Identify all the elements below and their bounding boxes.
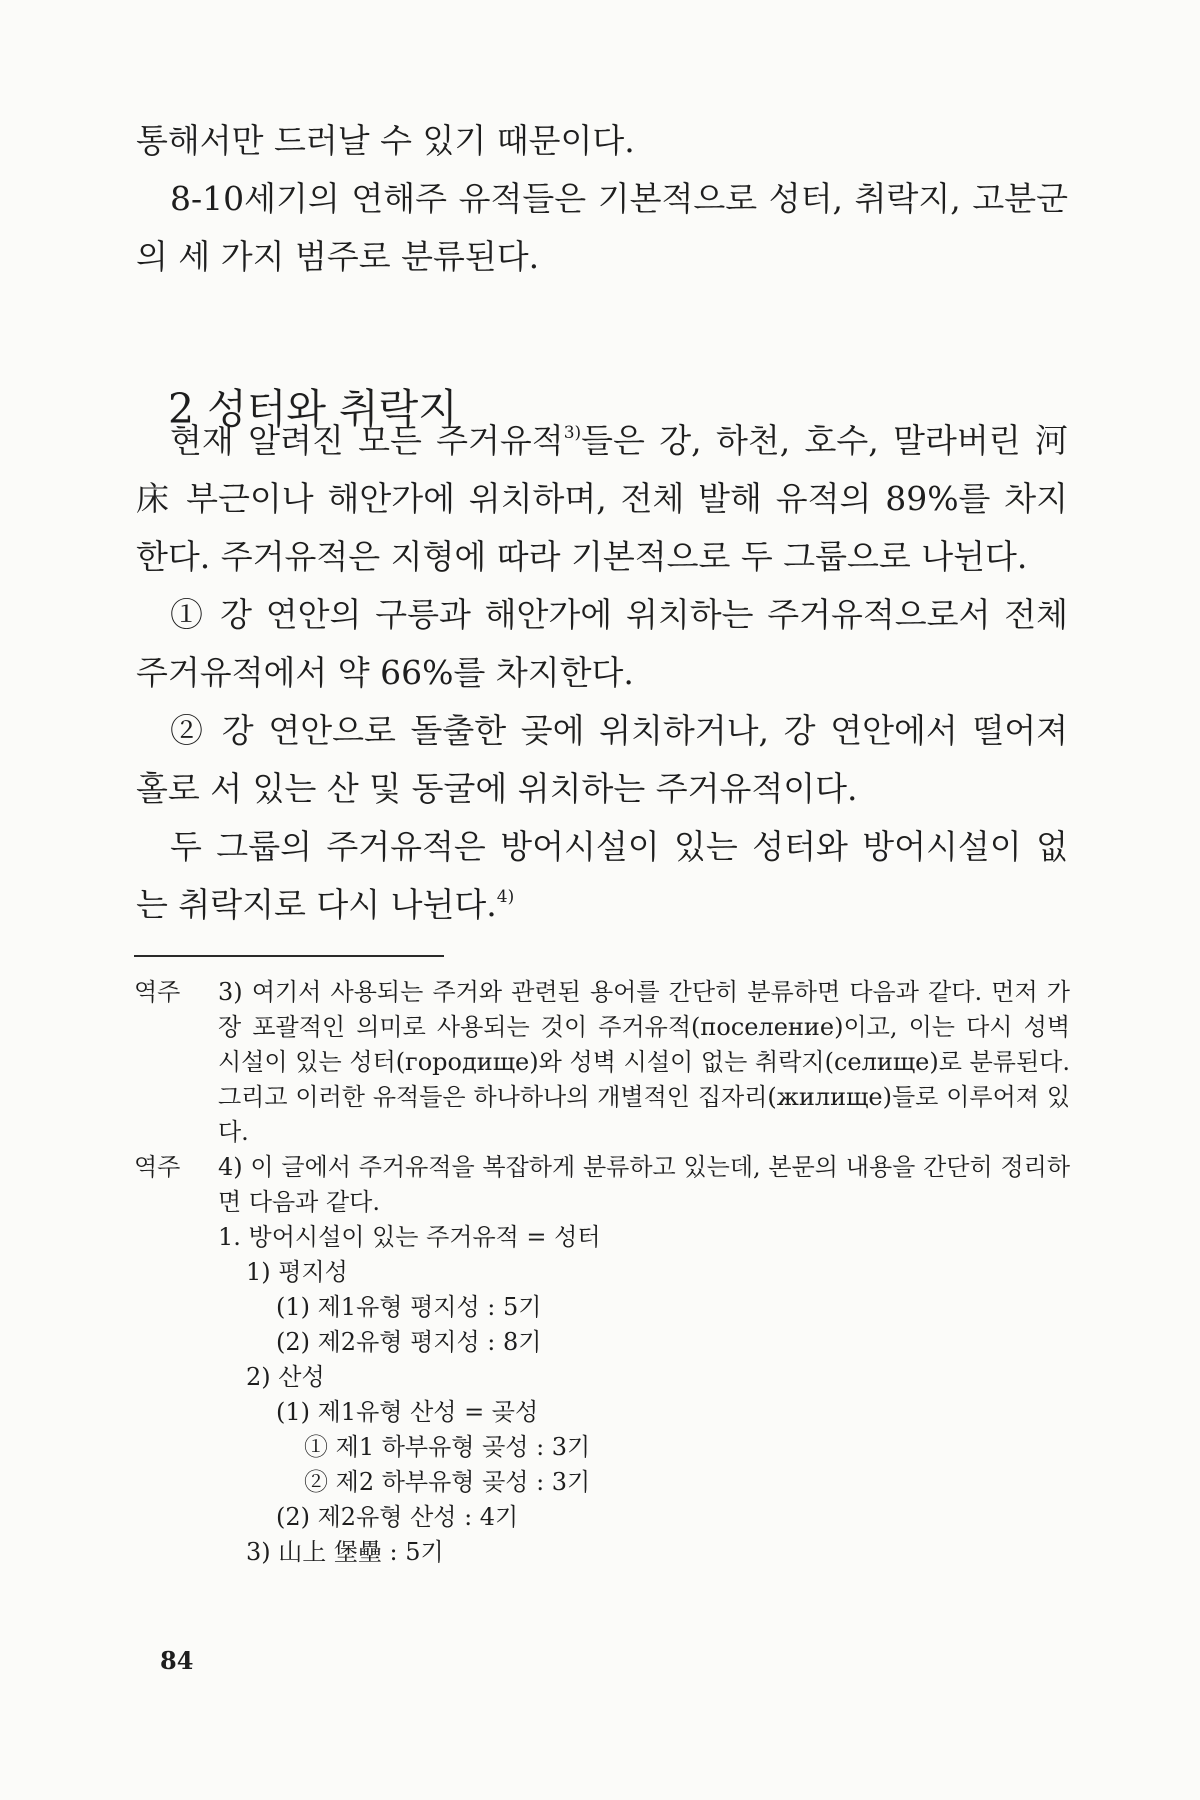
footnote-4 bbox=[134, 1150, 1070, 1566]
body-paragraph-2: ① 강 연안의 구릉과 해안가에 위치하는 주거유적으로서 전체 주거유적에서 약 66%를 차지한다. bbox=[136, 595, 1068, 692]
page-number: 84 bbox=[160, 1646, 194, 1675]
intro-text bbox=[136, 112, 1068, 286]
section-heading: 2 성터와 취락지 bbox=[168, 385, 458, 433]
footnote-ref-3: 3) bbox=[563, 423, 582, 443]
classification-outline bbox=[134, 1220, 1034, 1570]
body-paragraph-3: ② 강 연안으로 돌출한 곶에 위치하거나, 강 연안에서 떨어져 홀로 서 있는 산 및 동굴에 위치하는 주거유적이다. bbox=[136, 711, 1068, 808]
outline-item: (1) 제1유형 평지성 : 5기 bbox=[276, 1293, 542, 1321]
footnote-text: 3) 여기서 사용되는 주거와 관련된 용어를 간단히 분류하면 다음과 같다. 먼저 가장 포괄적인 의미로 사용되는 것이 주거유적(поселение)이고, 이는 다시 성벽 시설이 있는 성터(городище)와 성벽 시설이 없는 취락지(селище)로 분류된다. 그리고 이러한 유적들은 하나하나의 개별적인 집자리(жилище)들로 이루어져 있다. bbox=[218, 978, 1070, 1146]
body-paragraph-4-text: 두 그룹의 주거유적은 방어시설이 있는 성터와 방어시설이 없는 취락지로 다시 나뉜다. bbox=[136, 827, 1068, 924]
body-paragraph-1-text-b: 들은 강, 하천, 호수, 말라버린 河床 부근이나 해안가에 위치하며, 전체 발해 유적의 89%를 차지한다. 주거유적은 지형에 따라 기본적으로 두 그룹으로 나뉜다. bbox=[136, 421, 1068, 576]
outline-item: ① 제1 하부유형 곶성 : 3기 bbox=[304, 1433, 591, 1461]
footnote-tag: 역주 bbox=[134, 1153, 181, 1181]
body-paragraph-4 bbox=[136, 818, 1068, 934]
footnote-tag: 역주 bbox=[134, 978, 181, 1006]
outline-item: 1) 평지성 bbox=[246, 1258, 348, 1286]
outline-item: (2) 제2유형 평지성 : 8기 bbox=[276, 1328, 542, 1356]
outline-item: (2) 제2유형 산성 : 4기 bbox=[276, 1503, 519, 1531]
outline-item: 1. 방어시설이 있는 주거유적 = 성터 bbox=[218, 1223, 601, 1251]
body-paragraph-1 bbox=[136, 412, 1068, 586]
outline-item: ② 제2 하부유형 곶성 : 3기 bbox=[304, 1468, 591, 1496]
footnote-3 bbox=[134, 975, 1070, 1150]
outline-item: (1) 제1유형 산성 = 곶성 bbox=[276, 1398, 539, 1426]
footnote-divider bbox=[134, 955, 444, 957]
outline-item: 2) 산성 bbox=[246, 1363, 325, 1391]
body-paragraph-1-text-a: 현재 알려진 모든 주거유적 bbox=[170, 421, 564, 460]
intro-line: 통해서만 드러날 수 있기 때문이다. bbox=[136, 121, 635, 160]
footnote-body bbox=[218, 975, 1070, 1150]
intro-paragraph: 8-10세기의 연해주 유적들은 기본적으로 성터, 취락지, 고분군의 세 가지 범주로 분류된다. bbox=[136, 179, 1068, 276]
footnote-body bbox=[218, 1150, 1070, 1220]
footnote-text: 4) 이 글에서 주거유적을 복잡하게 분류하고 있는데, 본문의 내용을 간단히 정리하면 다음과 같다. bbox=[218, 1153, 1070, 1216]
outline-item: 3) 山上 堡壘 : 5기 bbox=[246, 1538, 444, 1566]
footnote-ref-4: 4) bbox=[496, 887, 515, 907]
body-text bbox=[136, 412, 1068, 934]
